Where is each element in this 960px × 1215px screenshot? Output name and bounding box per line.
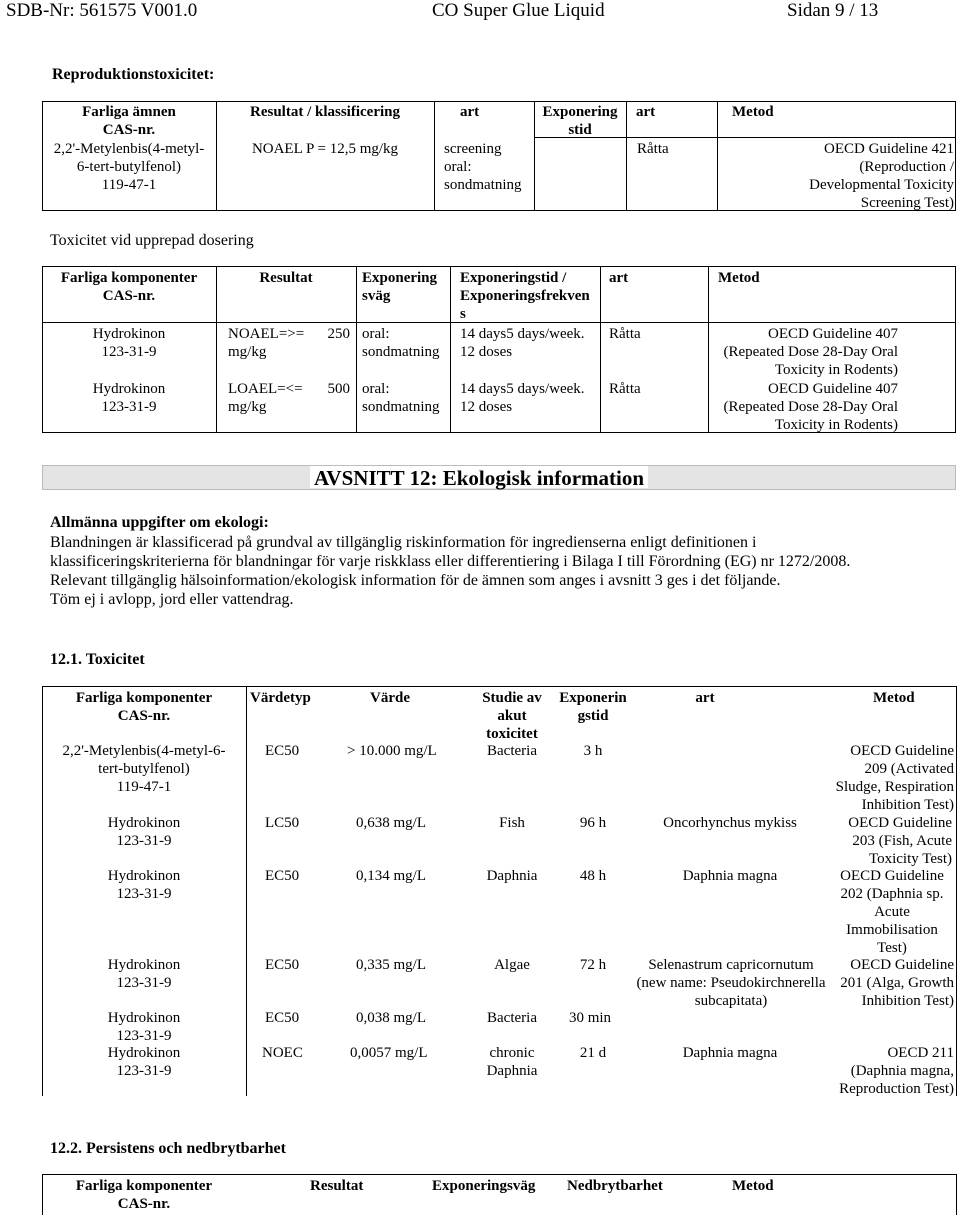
tox-row1-value: > 10.000 mg/L (347, 743, 437, 759)
repeated-row2-route: oral: sondmatning (362, 381, 440, 415)
tox-row4-value-type: EC50 (265, 957, 300, 973)
tox-row4-exposure: 72 h (579, 957, 607, 973)
tox-row4-method: OECD Guideline 201 (Alga, Growth Inhibition Test) (840, 957, 954, 1009)
repeated-header-result: Resultat (259, 270, 313, 286)
repro-header-exposure: Exponering stid (542, 104, 618, 138)
repro-species-2: Råtta (637, 141, 669, 157)
reproduction-toxicity-heading: Reproduktionstoxicitet: (52, 66, 215, 83)
tox-row6-method: OECD 211 (Daphnia magna, Reproduction Test) (839, 1045, 954, 1097)
repeated-header-substance: Farliga komponenter CAS-nr. (60, 270, 198, 304)
repeated-header-method: Metod (718, 270, 760, 286)
ecology-line-1: Blandningen är klassificerad på grundval av tillgänglig riskinformation för ingredienserna enligt definitionen i (50, 534, 757, 551)
repro-header-method: Metod (732, 104, 774, 120)
tox-header-method: Metod (873, 690, 915, 706)
section-12-title: AVSNITT 12: Ekologisk information (310, 466, 648, 488)
persist-header-degradability: Nedbrytbarhet (567, 1178, 663, 1194)
tox-header-substance: Farliga komponenter CAS-nr. (75, 690, 213, 724)
tox-header-study: Studie av akut toxicitet (482, 690, 542, 742)
page-number: Sidan 9 / 13 (787, 0, 879, 21)
repro-substance: 2,2'-Metylenbis(4-metyl- 6-tert-butylfenol) 119-47-1 (53, 141, 205, 193)
general-ecology-text (50, 533, 950, 609)
repeated-row1-result: NOAEL=>= mg/kg (228, 326, 305, 360)
repeated-row1-exposure: 14 days5 days/week. 12 doses (460, 326, 585, 360)
tox-row2-value: 0,638 mg/L (356, 815, 426, 831)
repro-species: screening oral: sondmatning (444, 141, 522, 193)
repeated-row2-exposure: 14 days5 days/week. 12 doses (460, 381, 585, 415)
repeated-header-species: art (609, 270, 629, 286)
tox-header-value: Värde (370, 690, 410, 706)
tox-row3-substance: Hydrokinon 123-31-9 (107, 868, 181, 902)
repro-result: NOAEL P = 12,5 mg/kg (251, 141, 399, 157)
tox-row1-value-type: EC50 (265, 743, 300, 759)
repro-header-species: art (460, 104, 480, 120)
tox-row3-value: 0,134 mg/L (356, 868, 426, 884)
tox-row5-study: Bacteria (487, 1010, 537, 1026)
tox-header-species: art (695, 690, 715, 706)
tox-row6-value: 0,0057 mg/L (350, 1045, 428, 1061)
document-number: SDB-Nr: 561575 V001.0 (6, 0, 198, 21)
repeated-row1-route: oral: sondmatning (362, 326, 440, 360)
toxicity-heading: 12.1. Toxicitet (50, 651, 145, 668)
tox-row5-value: 0,038 mg/L (356, 1010, 426, 1026)
ecology-line-2: klassificeringskriterierna för blandningar för varje riskklass eller differentiering i Bilaga I till Förordning (EG) nr 1272/2008. (50, 553, 851, 570)
repeated-row2-value: 500 (327, 381, 350, 397)
ecology-line-3: Relevant tillgänglig hälsoinformation/ekologisk information för de ämnen som anges i avsnitt 3 ges i det följande. (50, 572, 781, 589)
repro-method: OECD Guideline 421 (Reproduction / Developmental Toxicity Screening Test) (809, 141, 954, 211)
tox-header-exposure: Exponerin gstid (559, 690, 627, 724)
tox-row5-substance: Hydrokinon 123-31-9 (107, 1010, 181, 1044)
tox-row6-substance: Hydrokinon 123-31-9 (107, 1045, 181, 1079)
repro-header-substance: Farliga ämnen CAS-nr. (82, 104, 176, 138)
repeated-row2-method: OECD Guideline 407 (Repeated Dose 28-Day Oral Toxicity in Rodents) (723, 381, 898, 433)
persist-header-substance: Farliga komponenter CAS-nr. (75, 1178, 213, 1212)
tox-row5-exposure: 30 min (568, 1010, 612, 1026)
repeated-row2-result: LOAEL=<= mg/kg (228, 381, 303, 415)
tox-row2-substance: Hydrokinon 123-31-9 (107, 815, 181, 849)
tox-row4-species: Selenastrum capricornutum (new name: Pseudokirchnerella subcapitata) (636, 957, 826, 1009)
repeated-row1-method: OECD Guideline 407 (Repeated Dose 28-Day Oral Toxicity in Rodents) (723, 326, 898, 378)
tox-row3-method: OECD Guideline 202 (Daphnia sp. Acute Immobilisation Test) (840, 868, 944, 956)
tox-row6-exposure: 21 d (579, 1045, 607, 1061)
tox-row4-substance: Hydrokinon 123-31-9 (107, 957, 181, 991)
tox-row4-value: 0,335 mg/L (356, 957, 426, 973)
persistence-heading: 12.2. Persistens och nedbrytbarhet (50, 1140, 286, 1157)
tox-row2-species: Oncorhynchus mykiss (663, 815, 797, 831)
persist-header-route: Exponeringsväg (432, 1178, 536, 1194)
repeated-row1-substance: Hydrokinon 123-31-9 (92, 326, 166, 360)
tox-row1-exposure: 3 h (583, 743, 603, 759)
repeated-row2-species: Råtta (609, 381, 641, 397)
repeated-row2-substance: Hydrokinon 123-31-9 (92, 381, 166, 415)
tox-row1-substance: 2,2'-Metylenbis(4-metyl-6- tert-butylfenol) 119-47-1 (62, 743, 226, 795)
repeated-header-route: Exponering sväg (362, 270, 438, 304)
tox-row6-value-type: NOEC (262, 1045, 303, 1061)
repro-header-species-2: art (636, 104, 656, 120)
tox-row5-value-type: EC50 (265, 1010, 300, 1026)
repeated-dose-heading: Toxicitet vid upprepad dosering (50, 232, 254, 249)
repeated-row1-species: Råtta (609, 326, 641, 342)
tox-row3-exposure: 48 h (579, 868, 607, 884)
tox-row1-method: OECD Guideline 209 (Activated Sludge, Respiration Inhibition Test) (835, 743, 954, 813)
tox-row6-study: chronic Daphnia (486, 1045, 538, 1079)
repeated-header-exposure: Exponeringstid / Exponeringsfrekven s (460, 270, 590, 322)
tox-row3-study: Daphnia (486, 868, 538, 884)
tox-row2-value-type: LC50 (265, 815, 300, 831)
tox-header-value-type: Värdetyp (250, 690, 311, 706)
tox-row3-species: Daphnia magna (682, 868, 778, 884)
tox-row2-study: Fish (499, 815, 525, 831)
tox-row1-study: Bacteria (487, 743, 537, 759)
product-name: CO Super Glue Liquid (432, 0, 605, 21)
repro-header-result: Resultat / klassificering (250, 104, 400, 120)
ecology-line-4: Töm ej i avlopp, jord eller vattendrag. (50, 591, 294, 608)
repeated-row1-value: 250 (327, 326, 350, 342)
tox-row4-study: Algae (494, 957, 530, 973)
tox-row3-value-type: EC50 (265, 868, 300, 884)
tox-row2-exposure: 96 h (579, 815, 607, 831)
general-ecology-heading: Allmänna uppgifter om ekologi: (50, 514, 269, 531)
tox-row6-species: Daphnia magna (682, 1045, 778, 1061)
persist-header-result: Resultat (310, 1178, 364, 1194)
page-header (0, 0, 960, 24)
tox-row2-method: OECD Guideline 203 (Fish, Acute Toxicity Test) (848, 815, 952, 867)
persist-header-method: Metod (732, 1178, 774, 1194)
